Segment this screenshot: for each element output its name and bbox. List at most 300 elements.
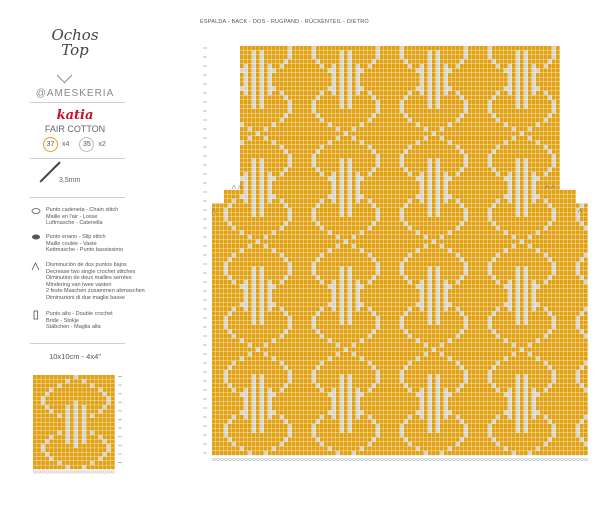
stitch-cell	[224, 204, 228, 208]
stitch-cell	[448, 51, 452, 55]
stitch-cell	[460, 78, 464, 82]
stitch-cell	[436, 298, 440, 302]
stitch-cell	[220, 213, 224, 217]
stitch-cell	[340, 240, 344, 244]
stitch-cell	[252, 46, 256, 50]
stitch-cell	[344, 159, 348, 163]
stitch-cell	[528, 100, 532, 104]
stitch-cell	[476, 51, 480, 55]
stitch-cell	[520, 280, 524, 284]
stitch-cell	[476, 199, 480, 203]
stitch-cell	[540, 231, 544, 235]
stitch-cell	[460, 195, 464, 199]
stitch-cell	[292, 289, 296, 293]
stitch-cell	[244, 168, 248, 172]
stitch-cell	[236, 280, 240, 284]
stitch-cell	[244, 60, 248, 64]
stitch-cell	[376, 51, 380, 55]
stitch-cell	[500, 253, 504, 257]
stitch-cell	[340, 69, 344, 73]
stitch-cell	[376, 78, 380, 82]
stitch-cell	[284, 78, 288, 82]
stitch-cell	[412, 195, 416, 199]
stitch-cell	[236, 199, 240, 203]
stitch-cell	[372, 132, 376, 136]
stitch-cell	[268, 217, 272, 221]
stitch-cell	[264, 64, 268, 68]
stitch-cell	[556, 231, 560, 235]
stitch-cell	[236, 262, 240, 266]
stitch-cell	[384, 249, 388, 253]
stitch-cell	[292, 91, 296, 95]
stitch-cell	[540, 109, 544, 113]
stitch-cell	[264, 195, 268, 199]
stitch-cell	[568, 208, 572, 212]
stitch-cell	[264, 258, 268, 262]
stitch-cell	[424, 78, 428, 82]
stitch-cell	[360, 87, 364, 91]
stitch-cell	[336, 258, 340, 262]
stitch-cell	[448, 145, 452, 149]
stitch-cell	[392, 208, 396, 212]
stitch-cell	[364, 199, 368, 203]
stitch-cell	[352, 249, 356, 253]
stitch-cell	[312, 289, 316, 293]
stitch-cell	[484, 105, 488, 109]
stitch-cell	[384, 235, 388, 239]
stitch-cell	[268, 127, 272, 131]
stitch-cell	[416, 96, 420, 100]
stitch-cell	[532, 280, 536, 284]
stitch-cell	[352, 168, 356, 172]
stitch-cell	[240, 55, 244, 59]
stitch-cell	[384, 55, 388, 59]
stitch-cell	[436, 249, 440, 253]
stitch-cell	[492, 51, 496, 55]
stitch-cell	[240, 82, 244, 86]
stitch-cell	[316, 154, 320, 158]
stitch-cell	[456, 258, 460, 262]
stitch-cell	[308, 105, 312, 109]
stitch-cell	[556, 276, 560, 280]
stitch-cell	[384, 303, 388, 307]
stitch-cell	[396, 258, 400, 262]
stitch-cell	[484, 271, 488, 275]
stitch-cell	[420, 285, 424, 289]
stitch-cell	[516, 213, 520, 217]
stitch-cell	[236, 289, 240, 293]
stitch-cell	[288, 105, 292, 109]
stitch-cell	[512, 141, 516, 145]
stitch-cell	[244, 235, 248, 239]
stitch-cell	[364, 172, 368, 176]
stitch-cell	[280, 244, 284, 248]
stitch-cell	[516, 82, 520, 86]
stitch-cell	[300, 172, 304, 176]
stitch-cell	[484, 118, 488, 122]
stitch-cell	[508, 51, 512, 55]
stitch-cell	[348, 226, 352, 230]
stitch-cell	[336, 172, 340, 176]
stitch-cell	[516, 127, 520, 131]
stitch-cell	[332, 136, 336, 140]
stitch-cell	[496, 222, 500, 226]
stitch-cell	[312, 172, 316, 176]
stitch-cell	[260, 199, 264, 203]
stitch-cell	[500, 226, 504, 230]
stitch-cell	[364, 204, 368, 208]
stitch-cell	[276, 136, 280, 140]
stitch-cell	[260, 195, 264, 199]
stitch-cell	[292, 276, 296, 280]
stitch-cell	[428, 303, 432, 307]
stitch-cell	[264, 114, 268, 118]
stitch-cell	[240, 145, 244, 149]
stitch-cell	[260, 253, 264, 257]
stitch-cell	[444, 55, 448, 59]
stitch-cell	[468, 195, 472, 199]
stitch-cell	[332, 303, 336, 307]
stitch-cell	[548, 114, 552, 118]
stitch-cell	[456, 294, 460, 298]
stitch-cell	[396, 87, 400, 91]
stitch-cell	[248, 114, 252, 118]
stitch-cell	[348, 123, 352, 127]
stitch-cell	[444, 172, 448, 176]
stitch-cell	[472, 46, 476, 50]
stitch-cell	[308, 181, 312, 185]
stitch-cell	[344, 222, 348, 226]
stitch-cell	[264, 186, 268, 190]
stitch-cell	[368, 64, 372, 68]
stitch-cell	[548, 100, 552, 104]
stitch-cell	[376, 69, 380, 73]
stitch-cell	[404, 280, 408, 284]
stitch-cell	[244, 204, 248, 208]
stitch-cell	[400, 145, 404, 149]
stitch-cell	[380, 114, 384, 118]
stitch-cell	[556, 267, 560, 271]
stitch-cell	[420, 141, 424, 145]
stitch-cell	[540, 55, 544, 59]
stitch-cell	[284, 204, 288, 208]
stitch-cell	[420, 145, 424, 149]
stitch-cell	[528, 82, 532, 86]
stitch-cell	[508, 271, 512, 275]
stitch-cell	[296, 154, 300, 158]
stitch-cell	[408, 208, 412, 212]
stitch-cell	[380, 231, 384, 235]
stitch-cell	[476, 294, 480, 298]
stitch-cell	[468, 73, 472, 77]
stitch-cell	[392, 289, 396, 293]
stitch-cell	[544, 150, 548, 154]
stitch-cell	[472, 105, 476, 109]
stitch-cell	[484, 114, 488, 118]
stitch-cell	[520, 267, 524, 271]
stitch-cell	[268, 141, 272, 145]
stitch-cell	[324, 141, 328, 145]
stitch-cell	[316, 96, 320, 100]
stitch-cell	[308, 168, 312, 172]
stitch-cell	[228, 231, 232, 235]
stitch-cell	[432, 150, 436, 154]
stitch-cell	[248, 208, 252, 212]
stitch-cell	[344, 136, 348, 140]
stitch-cell	[420, 127, 424, 131]
stitch-cell	[492, 136, 496, 140]
stitch-cell	[448, 78, 452, 82]
stitch-cell	[404, 235, 408, 239]
stitch-cell	[500, 91, 504, 95]
stitch-cell	[504, 46, 508, 50]
stitch-cell	[308, 303, 312, 307]
stitch-cell	[524, 181, 528, 185]
stitch-cell	[464, 105, 468, 109]
stitch-cell	[448, 73, 452, 77]
stitch-cell	[564, 244, 568, 248]
stitch-cell	[544, 51, 548, 55]
stitch-cell	[540, 150, 544, 154]
stitch-cell	[364, 181, 368, 185]
stitch-cell	[360, 46, 364, 50]
stitch-cell	[364, 240, 368, 244]
stitch-cell	[496, 217, 500, 221]
stitch-cell	[464, 244, 468, 248]
stitch-cell	[244, 199, 248, 203]
stitch-cell	[568, 217, 572, 221]
stitch-cell	[336, 136, 340, 140]
stitch-cell	[436, 82, 440, 86]
stitch-cell	[292, 217, 296, 221]
stitch-cell	[268, 226, 272, 230]
stitch-cell	[492, 163, 496, 167]
stitch-cell	[476, 235, 480, 239]
stitch-cell	[496, 181, 500, 185]
stitch-cell	[516, 96, 520, 100]
stitch-cell	[484, 100, 488, 104]
stitch-cell	[292, 118, 296, 122]
stitch-cell	[508, 213, 512, 217]
stitch-cell	[328, 51, 332, 55]
stitch-cell	[412, 258, 416, 262]
stitch-cell	[532, 118, 536, 122]
stitch-cell	[340, 91, 344, 95]
stitch-cell	[520, 163, 524, 167]
stitch-cell	[552, 55, 556, 59]
stitch-cell	[500, 163, 504, 167]
stitch-cell	[428, 298, 432, 302]
stitch-cell	[424, 262, 428, 266]
stitch-cell	[428, 51, 432, 55]
stitch-cell	[264, 55, 268, 59]
stitch-cell	[304, 181, 308, 185]
stitch-cell	[344, 253, 348, 257]
stitch-cell	[268, 289, 272, 293]
stitch-cell	[240, 231, 244, 235]
stitch-cell	[464, 262, 468, 266]
stitch-cell	[516, 294, 520, 298]
stitch-cell	[276, 204, 280, 208]
stitch-cell	[552, 118, 556, 122]
stitch-cell	[300, 82, 304, 86]
stitch-cell	[408, 55, 412, 59]
stitch-cell	[348, 186, 352, 190]
stitch-cell	[464, 168, 468, 172]
stitch-cell	[340, 159, 344, 163]
stitch-cell	[384, 87, 388, 91]
stitch-cell	[552, 294, 556, 298]
stitch-cell	[228, 195, 232, 199]
stitch-cell	[360, 132, 364, 136]
stitch-cell	[472, 276, 476, 280]
stitch-cell	[484, 190, 488, 194]
stitch-cell	[324, 181, 328, 185]
stitch-cell	[536, 177, 540, 181]
stitch-cell	[460, 253, 464, 257]
stitch-cell	[296, 114, 300, 118]
stitch-cell	[260, 46, 264, 50]
stitch-cell	[324, 276, 328, 280]
stitch-cell	[428, 141, 432, 145]
stitch-cell	[408, 64, 412, 68]
stitch-cell	[312, 217, 316, 221]
stitch-cell	[316, 87, 320, 91]
stitch-cell	[324, 253, 328, 257]
stitch-cell	[284, 235, 288, 239]
stitch-cell	[372, 105, 376, 109]
stitch-cell	[312, 109, 316, 113]
stitch-cell	[248, 240, 252, 244]
stitch-cell	[416, 280, 420, 284]
stitch-cell	[480, 190, 484, 194]
stitch-cell	[416, 181, 420, 185]
stitch-cell	[236, 285, 240, 289]
stitch-cell	[352, 96, 356, 100]
stitch-cell	[276, 267, 280, 271]
stitch-cell	[288, 195, 292, 199]
stitch-cell	[352, 195, 356, 199]
stitch-cell	[468, 276, 472, 280]
stitch-cell	[500, 118, 504, 122]
stitch-cell	[300, 100, 304, 104]
stitch-cell	[408, 114, 412, 118]
stitch-cell	[500, 55, 504, 59]
stitch-cell	[508, 294, 512, 298]
stitch-cell	[296, 105, 300, 109]
stitch-cell	[244, 258, 248, 262]
color-qty-contrast: x2	[98, 141, 106, 148]
stitch-cell	[300, 244, 304, 248]
stitch-cell	[372, 145, 376, 149]
stitch-cell	[428, 262, 432, 266]
stitch-cell	[284, 190, 288, 194]
stitch-cell	[364, 64, 368, 68]
stitch-cell	[508, 276, 512, 280]
stitch-cell	[456, 159, 460, 163]
stitch-cell	[312, 213, 316, 217]
stitch-cell	[312, 190, 316, 194]
stitch-cell	[264, 181, 268, 185]
stitch-cell	[436, 51, 440, 55]
stitch-cell	[504, 190, 508, 194]
stitch-cell	[480, 249, 484, 253]
stitch-cell	[552, 181, 556, 185]
stitch-cell	[332, 190, 336, 194]
stitch-cell	[512, 150, 516, 154]
stitch-cell	[460, 145, 464, 149]
stitch-cell	[360, 222, 364, 226]
stitch-cell	[348, 141, 352, 145]
stitch-cell	[544, 244, 548, 248]
stitch-cell	[304, 267, 308, 271]
stitch-cell	[548, 190, 552, 194]
stitch-cell	[292, 240, 296, 244]
stitch-cell	[244, 163, 248, 167]
stitch-cell	[296, 195, 300, 199]
stitch-cell	[280, 298, 284, 302]
stitch-cell	[264, 298, 268, 302]
stitch-cell	[268, 298, 272, 302]
stitch-cell	[380, 276, 384, 280]
stitch-cell	[436, 118, 440, 122]
stitch-cell	[444, 69, 448, 73]
stitch-cell	[568, 222, 572, 226]
stitch-cell	[276, 231, 280, 235]
stitch-cell	[404, 100, 408, 104]
stitch-cell	[392, 262, 396, 266]
stitch-cell	[332, 114, 336, 118]
stitch-cell	[288, 298, 292, 302]
stitch-cell	[328, 172, 332, 176]
stitch-cell	[372, 276, 376, 280]
stitch-cell	[516, 240, 520, 244]
stitch-cell	[420, 208, 424, 212]
stitch-cell	[328, 168, 332, 172]
stitch-cell	[276, 159, 280, 163]
legend-line: Maille en l'air - Losse	[46, 213, 98, 220]
stitch-cell	[440, 64, 444, 68]
stitch-cell	[264, 226, 268, 230]
stitch-cell	[292, 262, 296, 266]
stitch-cell	[532, 46, 536, 50]
stitch-cell	[456, 91, 460, 95]
stitch-cell	[484, 208, 488, 212]
stitch-cell	[284, 303, 288, 307]
stitch-cell	[484, 181, 488, 185]
stitch-cell	[336, 55, 340, 59]
stitch-cell	[528, 231, 532, 235]
stitch-cell	[316, 109, 320, 113]
stitch-cell	[416, 195, 420, 199]
stitch-cell	[528, 78, 532, 82]
stitch-cell	[308, 199, 312, 203]
stitch-cell	[476, 280, 480, 284]
stitch-cell	[412, 55, 416, 59]
stitch-cell	[328, 100, 332, 104]
stitch-cell	[480, 87, 484, 91]
stitch-cell	[500, 172, 504, 176]
stitch-cell	[232, 217, 236, 221]
stitch-cell	[484, 123, 488, 127]
stitch-cell	[532, 123, 536, 127]
stitch-cell	[288, 114, 292, 118]
stitch-cell	[384, 177, 388, 181]
stitch-cell	[400, 69, 404, 73]
stitch-cell	[480, 271, 484, 275]
stitch-cell	[220, 262, 224, 266]
stitch-cell	[252, 123, 256, 127]
